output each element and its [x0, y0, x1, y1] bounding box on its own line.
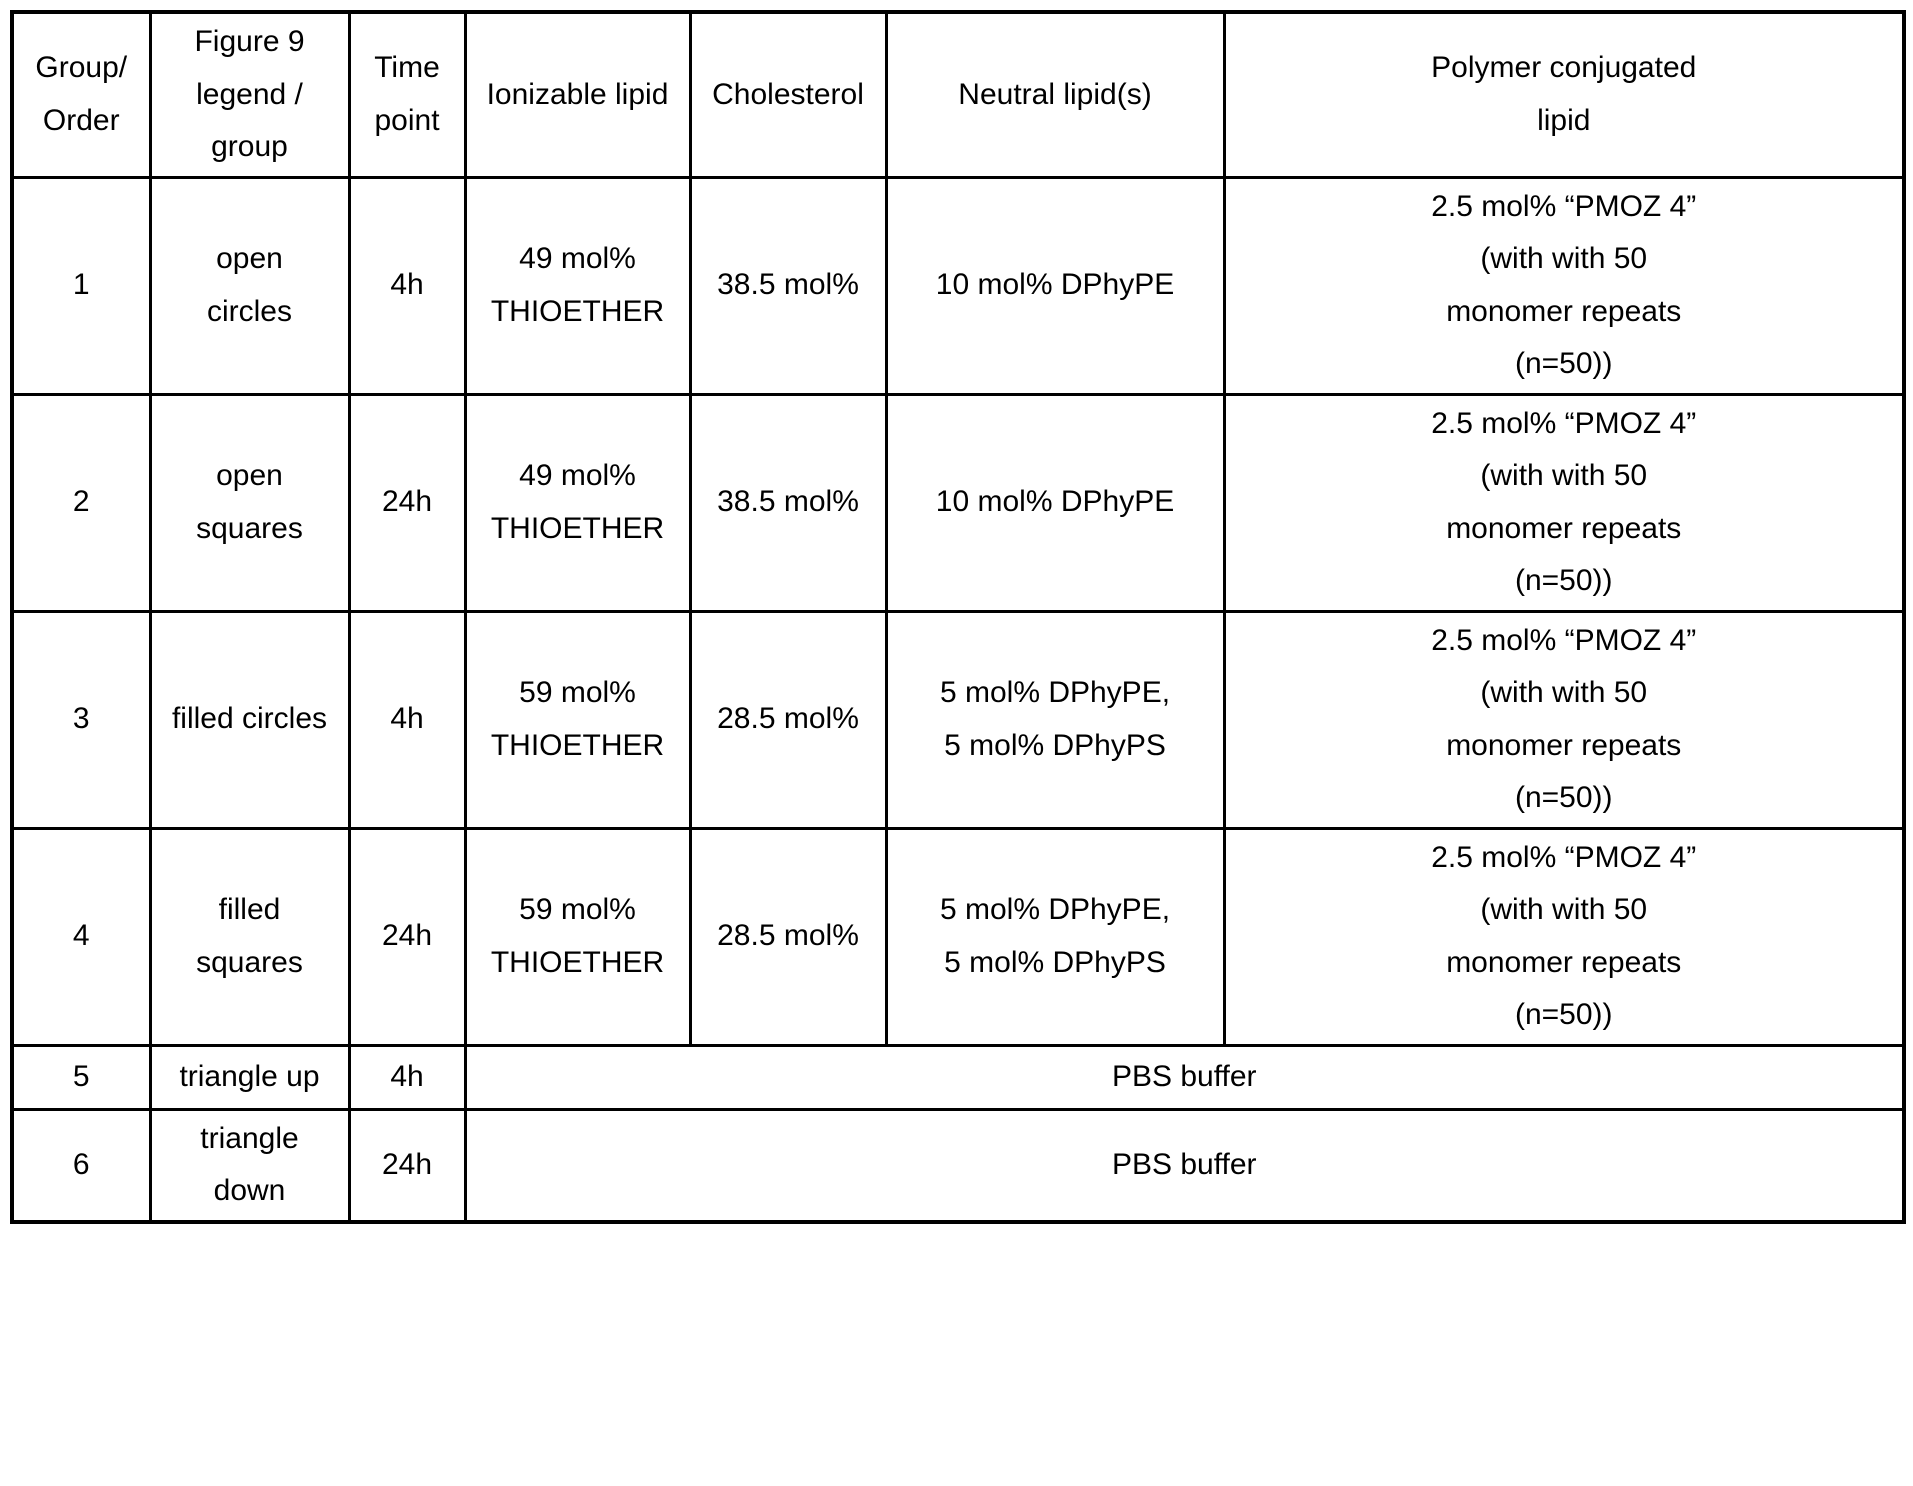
- header-figure9-legend: Figure 9 legend / group: [150, 12, 349, 177]
- table-cell: filled squares: [150, 828, 349, 1045]
- table-cell: 38.5 mol%: [690, 394, 886, 611]
- table-cell: 49 mol% THIOETHER: [465, 177, 690, 394]
- header-neutral-lipids: Neutral lipid(s): [886, 12, 1224, 177]
- table-cell: 1: [12, 177, 150, 394]
- table-row-group1: [12, 177, 1904, 394]
- table-cell: 49 mol% THIOETHER: [465, 394, 690, 611]
- composition-table: [10, 10, 1906, 1224]
- table-cell: 4h: [349, 1045, 465, 1109]
- table-cell: 5: [12, 1045, 150, 1109]
- table-cell: 28.5 mol%: [690, 828, 886, 1045]
- header-polymer-conjugated-lipid: Polymer conjugated lipid: [1224, 12, 1904, 177]
- table-cell: 10 mol% DPhyPE: [886, 177, 1224, 394]
- table-cell: 10 mol% DPhyPE: [886, 394, 1224, 611]
- header-ionizable-lipid: Ionizable lipid: [465, 12, 690, 177]
- header-row: [12, 12, 1904, 177]
- table-row-group3: [12, 611, 1904, 828]
- table-cell: filled circles: [150, 611, 349, 828]
- table-cell: open circles: [150, 177, 349, 394]
- table-cell: open squares: [150, 394, 349, 611]
- header-time-point: Time point: [349, 12, 465, 177]
- table-cell: 24h: [349, 1109, 465, 1222]
- table-cell-pbs-buffer: PBS buffer: [465, 1045, 1904, 1109]
- table-cell: 4h: [349, 177, 465, 394]
- header-group-order: Group/ Order: [12, 12, 150, 177]
- table-cell: 24h: [349, 828, 465, 1045]
- table-cell: triangle down: [150, 1109, 349, 1222]
- table-cell: 28.5 mol%: [690, 611, 886, 828]
- table-cell: triangle up: [150, 1045, 349, 1109]
- table-cell: 6: [12, 1109, 150, 1222]
- table-cell-pbs-buffer: PBS buffer: [465, 1109, 1904, 1222]
- table-cell: 5 mol% DPhyPE, 5 mol% DPhyPS: [886, 828, 1224, 1045]
- table-row-group4: [12, 828, 1904, 1045]
- table-cell: 2: [12, 394, 150, 611]
- table-cell: 2.5 mol% “PMOZ 4” (with with 50 monomer repeats (n=50)): [1224, 394, 1904, 611]
- table-cell: 38.5 mol%: [690, 177, 886, 394]
- table-row-group6: [12, 1109, 1904, 1222]
- header-cholesterol: Cholesterol: [690, 12, 886, 177]
- table-cell: 4h: [349, 611, 465, 828]
- table-cell: 2.5 mol% “PMOZ 4” (with with 50 monomer repeats (n=50)): [1224, 177, 1904, 394]
- table-cell: 3: [12, 611, 150, 828]
- table-cell: 59 mol% THIOETHER: [465, 611, 690, 828]
- table-row-group5: [12, 1045, 1904, 1109]
- table-cell: 4: [12, 828, 150, 1045]
- table-cell: 2.5 mol% “PMOZ 4” (with with 50 monomer repeats (n=50)): [1224, 611, 1904, 828]
- table-cell: 5 mol% DPhyPE, 5 mol% DPhyPS: [886, 611, 1224, 828]
- table-cell: 24h: [349, 394, 465, 611]
- table-row-group2: [12, 394, 1904, 611]
- table-cell: 2.5 mol% “PMOZ 4” (with with 50 monomer repeats (n=50)): [1224, 828, 1904, 1045]
- table-cell: 59 mol% THIOETHER: [465, 828, 690, 1045]
